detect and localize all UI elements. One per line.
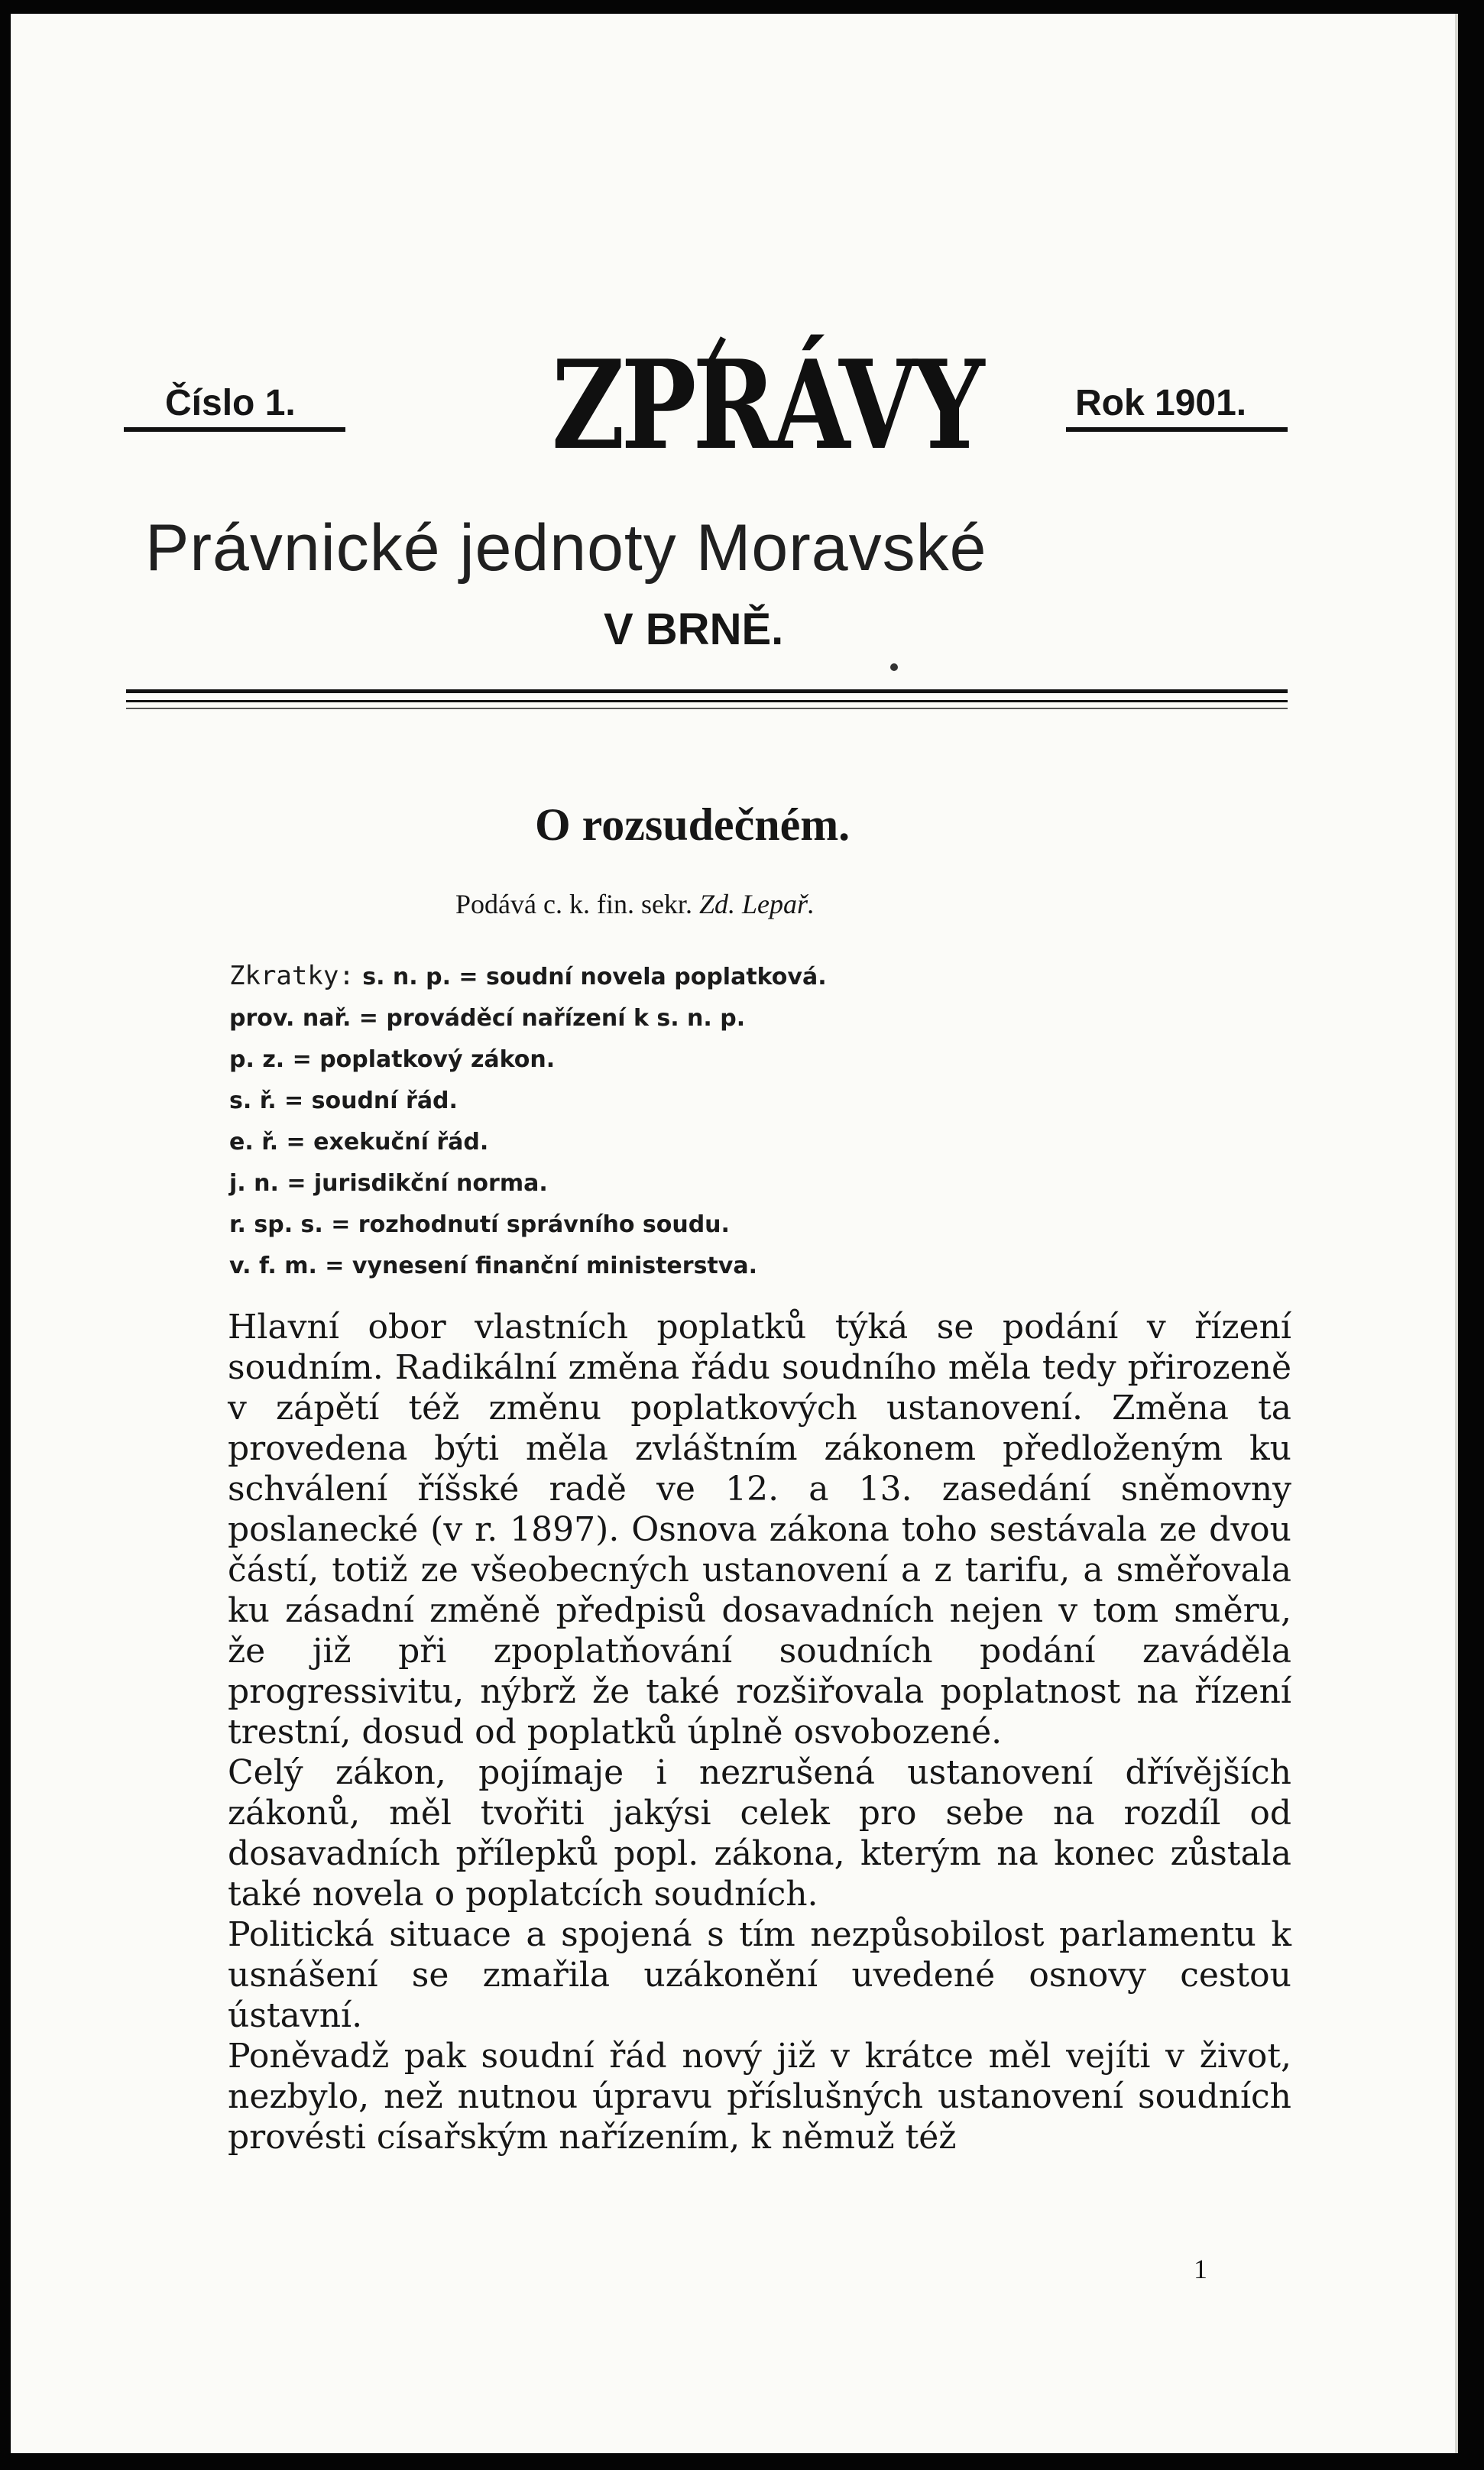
abbreviation-item: r. sp. s. = rozhodnutí správního soudu. — [229, 1211, 730, 1238]
abbreviation-item: s. ř. = soudní řád. — [229, 1088, 458, 1114]
abbreviation-lead: Zkratky: — [229, 961, 355, 991]
issue-number: Číslo 1. — [124, 382, 345, 432]
abbreviation-item: j. n. = jurisdikční norma. — [229, 1170, 548, 1197]
article-title: O rozsudečném. — [535, 799, 851, 850]
article-byline — [455, 888, 815, 920]
issue-year: Rok 1901. — [1066, 382, 1288, 432]
byline-prefix: Podává c. k. fin. sekr. — [455, 889, 692, 919]
header-rule-middle — [126, 700, 1288, 702]
masthead-title: ZPRÁVY — [551, 333, 981, 477]
header-rule-thin — [126, 708, 1288, 709]
body-paragraph: Celý zákon, pojímaje i nezrušená ustanovení dřívějších zákonů, měl tvořiti jakýsi celek pro sebe na rozdíl od dosavadních přílepků popl. zákona, kterým na konec zůstala také novela o poplatcích soudních. — [228, 1753, 1291, 1914]
abbreviation-row — [229, 955, 1146, 998]
abbreviation-item: s. n. p. = soudní novela poplatková. — [362, 964, 827, 990]
page-number: 1 — [1194, 2254, 1207, 2284]
article-body — [228, 1307, 1291, 2157]
body-paragraph: Hlavní obor vlastních poplatků týká se podání v řízení soudním. Radikální změna řádu soudního měla tedy přirozeně v zápětí též změnu poplatkových ustanovení. Změna ta provedena býti měla zvláštním zákonem předloženým ku schválení říšské radě ve 12. a 13. zasedání sněmovny poslanecké (v r. 1897). Osnova zákona toho sestávala ze dvou částí, totiž ze všeobecných ustanovení a z tarifu, a směřovala ku zásadní změně předpisů dosavadních nejen v tom směru, že již při zpoplatňování soudních podání zaváděla progressivitu, nýbrž že také rozšiřovala poplatnost na řízení trestní, dosud od poplatků úplně osvobozené. — [228, 1308, 1291, 1752]
byline-author: Zd. Lepař. — [698, 889, 815, 919]
abbreviation-list — [229, 955, 1146, 1287]
body-paragraph: Politická situace a spojená s tím nezpůsobilost parlamentu k usnášení se zmařila uzákonění uvedené osnovy cestou ústavní. — [228, 1915, 1291, 2035]
publication-city: V BRNĚ. — [604, 605, 784, 654]
header-rule-thick — [126, 689, 1288, 693]
publication-subtitle: Právnické jednoty Moravské — [145, 511, 987, 585]
print-speck — [890, 663, 898, 671]
abbreviation-item: p. z. = poplatkový zákon. — [229, 1046, 556, 1073]
abbreviation-item: e. ř. = exekuční řád. — [229, 1129, 489, 1156]
abbreviation-item: v. f. m. = vynesení finanční ministerstva. — [229, 1253, 757, 1279]
abbreviation-item: prov. nař. = prováděcí nařízení k s. n. p. — [229, 1005, 746, 1032]
body-paragraph: Poněvadž pak soudní řád nový již v krátce měl vejíti v život, nezbylo, než nutnou úpravu příslušných ustanovení soudních provésti císařským nařízením, k němuž též — [228, 2037, 1291, 2157]
